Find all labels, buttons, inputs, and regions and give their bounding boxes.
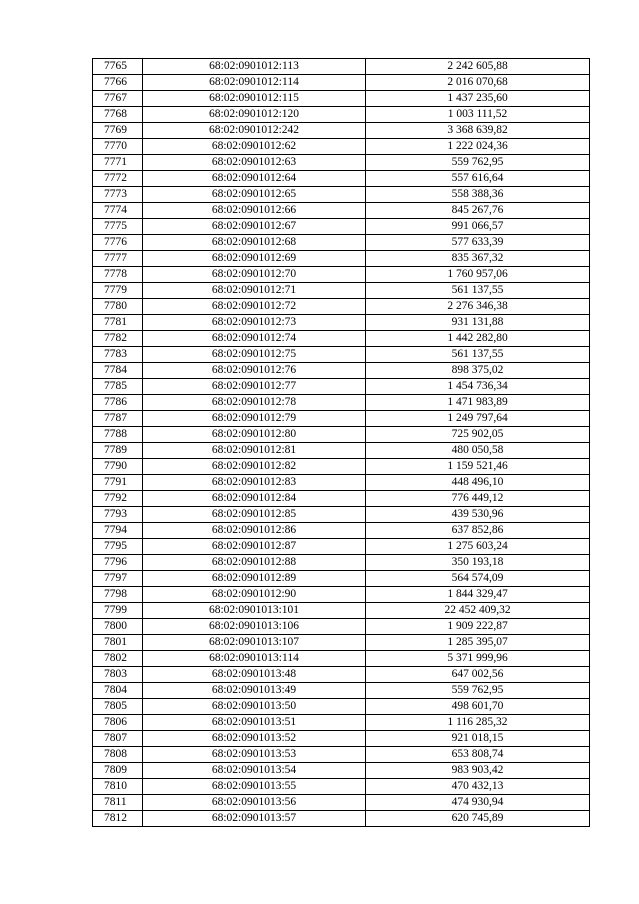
table-row bbox=[93, 715, 590, 731]
cadastral-number-cell: 68:02:0901013:101 bbox=[143, 603, 366, 619]
table-row bbox=[93, 187, 590, 203]
cadastral-number-cell: 68:02:0901012:86 bbox=[143, 523, 366, 539]
row-number-cell: 7787 bbox=[93, 411, 143, 427]
value-cell: 898 375,02 bbox=[366, 363, 590, 379]
cadastral-number-cell: 68:02:0901012:80 bbox=[143, 427, 366, 443]
table-row bbox=[93, 555, 590, 571]
row-number-cell: 7789 bbox=[93, 443, 143, 459]
table-row bbox=[93, 731, 590, 747]
cadastral-number-cell: 68:02:0901012:72 bbox=[143, 299, 366, 315]
value-cell: 2 016 070,68 bbox=[366, 75, 590, 91]
value-cell: 1 003 111,52 bbox=[366, 107, 590, 123]
value-cell: 470 432,13 bbox=[366, 779, 590, 795]
cadastral-number-cell: 68:02:0901012:75 bbox=[143, 347, 366, 363]
row-number-cell: 7797 bbox=[93, 571, 143, 587]
value-cell: 620 745,89 bbox=[366, 811, 590, 827]
cadastral-number-cell: 68:02:0901013:51 bbox=[143, 715, 366, 731]
table-row bbox=[93, 395, 590, 411]
row-number-cell: 7765 bbox=[93, 59, 143, 75]
row-number-cell: 7777 bbox=[93, 251, 143, 267]
cadastral-number-cell: 68:02:0901012:82 bbox=[143, 459, 366, 475]
cadastral-number-cell: 68:02:0901012:74 bbox=[143, 331, 366, 347]
row-number-cell: 7799 bbox=[93, 603, 143, 619]
row-number-cell: 7805 bbox=[93, 699, 143, 715]
row-number-cell: 7807 bbox=[93, 731, 143, 747]
cadastral-number-cell: 68:02:0901012:88 bbox=[143, 555, 366, 571]
row-number-cell: 7776 bbox=[93, 235, 143, 251]
row-number-cell: 7767 bbox=[93, 91, 143, 107]
value-cell: 1 844 329,47 bbox=[366, 587, 590, 603]
row-number-cell: 7800 bbox=[93, 619, 143, 635]
table-row bbox=[93, 315, 590, 331]
cadastral-number-cell: 68:02:0901012:68 bbox=[143, 235, 366, 251]
value-cell: 637 852,86 bbox=[366, 523, 590, 539]
value-cell: 1 760 957,06 bbox=[366, 267, 590, 283]
table-row bbox=[93, 427, 590, 443]
row-number-cell: 7795 bbox=[93, 539, 143, 555]
row-number-cell: 7773 bbox=[93, 187, 143, 203]
value-cell: 653 808,74 bbox=[366, 747, 590, 763]
table-row bbox=[93, 811, 590, 827]
cadastral-number-cell: 68:02:0901013:50 bbox=[143, 699, 366, 715]
row-number-cell: 7780 bbox=[93, 299, 143, 315]
table-row bbox=[93, 267, 590, 283]
cadastral-number-cell: 68:02:0901013:107 bbox=[143, 635, 366, 651]
cadastral-number-cell: 68:02:0901012:115 bbox=[143, 91, 366, 107]
value-cell: 1 437 235,60 bbox=[366, 91, 590, 107]
cadastral-number-cell: 68:02:0901013:56 bbox=[143, 795, 366, 811]
table-row bbox=[93, 603, 590, 619]
table-row bbox=[93, 571, 590, 587]
cadastral-number-cell: 68:02:0901012:77 bbox=[143, 379, 366, 395]
table-row bbox=[93, 635, 590, 651]
value-cell: 439 530,96 bbox=[366, 507, 590, 523]
table-row bbox=[93, 747, 590, 763]
table-row bbox=[93, 779, 590, 795]
table-row bbox=[93, 379, 590, 395]
table-row bbox=[93, 651, 590, 667]
table-row bbox=[93, 667, 590, 683]
row-number-cell: 7785 bbox=[93, 379, 143, 395]
row-number-cell: 7790 bbox=[93, 459, 143, 475]
value-cell: 564 574,09 bbox=[366, 571, 590, 587]
row-number-cell: 7812 bbox=[93, 811, 143, 827]
value-cell: 22 452 409,32 bbox=[366, 603, 590, 619]
table-row bbox=[93, 283, 590, 299]
row-number-cell: 7772 bbox=[93, 171, 143, 187]
value-cell: 1 222 024,36 bbox=[366, 139, 590, 155]
row-number-cell: 7786 bbox=[93, 395, 143, 411]
value-cell: 1 909 222,87 bbox=[366, 619, 590, 635]
table-row bbox=[93, 795, 590, 811]
table-row bbox=[93, 59, 590, 75]
cadastral-number-cell: 68:02:0901012:76 bbox=[143, 363, 366, 379]
row-number-cell: 7792 bbox=[93, 491, 143, 507]
cadastral-number-cell: 68:02:0901012:71 bbox=[143, 283, 366, 299]
cadastral-number-cell: 68:02:0901012:64 bbox=[143, 171, 366, 187]
table-row bbox=[93, 411, 590, 427]
cadastral-number-cell: 68:02:0901013:55 bbox=[143, 779, 366, 795]
cadastral-number-cell: 68:02:0901012:73 bbox=[143, 315, 366, 331]
cadastral-number-cell: 68:02:0901012:78 bbox=[143, 395, 366, 411]
cadastral-number-cell: 68:02:0901013:48 bbox=[143, 667, 366, 683]
row-number-cell: 7802 bbox=[93, 651, 143, 667]
value-cell: 845 267,76 bbox=[366, 203, 590, 219]
value-cell: 921 018,15 bbox=[366, 731, 590, 747]
cadastral-number-cell: 68:02:0901012:66 bbox=[143, 203, 366, 219]
row-number-cell: 7781 bbox=[93, 315, 143, 331]
value-cell: 1 249 797,64 bbox=[366, 411, 590, 427]
cadastral-number-cell: 68:02:0901013:52 bbox=[143, 731, 366, 747]
cadastral-number-cell: 68:02:0901012:89 bbox=[143, 571, 366, 587]
table-row bbox=[93, 507, 590, 523]
cadastral-value-table bbox=[92, 58, 590, 827]
cadastral-number-cell: 68:02:0901012:85 bbox=[143, 507, 366, 523]
value-cell: 983 903,42 bbox=[366, 763, 590, 779]
table-row bbox=[93, 363, 590, 379]
table-body bbox=[93, 59, 590, 827]
value-cell: 480 050,58 bbox=[366, 443, 590, 459]
value-cell: 561 137,55 bbox=[366, 347, 590, 363]
cadastral-number-cell: 68:02:0901012:113 bbox=[143, 59, 366, 75]
cadastral-number-cell: 68:02:0901013:57 bbox=[143, 811, 366, 827]
cadastral-number-cell: 68:02:0901012:79 bbox=[143, 411, 366, 427]
row-number-cell: 7784 bbox=[93, 363, 143, 379]
row-number-cell: 7798 bbox=[93, 587, 143, 603]
table-row bbox=[93, 619, 590, 635]
cadastral-number-cell: 68:02:0901013:106 bbox=[143, 619, 366, 635]
row-number-cell: 7779 bbox=[93, 283, 143, 299]
cadastral-number-cell: 68:02:0901012:67 bbox=[143, 219, 366, 235]
row-number-cell: 7809 bbox=[93, 763, 143, 779]
value-cell: 561 137,55 bbox=[366, 283, 590, 299]
value-cell: 5 371 999,96 bbox=[366, 651, 590, 667]
value-cell: 776 449,12 bbox=[366, 491, 590, 507]
value-cell: 448 496,10 bbox=[366, 475, 590, 491]
row-number-cell: 7775 bbox=[93, 219, 143, 235]
table-row bbox=[93, 539, 590, 555]
cadastral-number-cell: 68:02:0901012:87 bbox=[143, 539, 366, 555]
row-number-cell: 7803 bbox=[93, 667, 143, 683]
table-row bbox=[93, 171, 590, 187]
row-number-cell: 7771 bbox=[93, 155, 143, 171]
table-row bbox=[93, 491, 590, 507]
value-cell: 474 930,94 bbox=[366, 795, 590, 811]
value-cell: 1 442 282,80 bbox=[366, 331, 590, 347]
row-number-cell: 7794 bbox=[93, 523, 143, 539]
value-cell: 991 066,57 bbox=[366, 219, 590, 235]
cadastral-number-cell: 68:02:0901013:114 bbox=[143, 651, 366, 667]
table-row bbox=[93, 587, 590, 603]
cadastral-number-cell: 68:02:0901012:83 bbox=[143, 475, 366, 491]
cadastral-number-cell: 68:02:0901013:49 bbox=[143, 683, 366, 699]
table-row bbox=[93, 91, 590, 107]
row-number-cell: 7774 bbox=[93, 203, 143, 219]
table-row bbox=[93, 523, 590, 539]
cadastral-number-cell: 68:02:0901012:62 bbox=[143, 139, 366, 155]
row-number-cell: 7811 bbox=[93, 795, 143, 811]
cadastral-number-cell: 68:02:0901012:70 bbox=[143, 267, 366, 283]
table-row bbox=[93, 219, 590, 235]
row-number-cell: 7806 bbox=[93, 715, 143, 731]
table-row bbox=[93, 331, 590, 347]
value-cell: 498 601,70 bbox=[366, 699, 590, 715]
table-row bbox=[93, 107, 590, 123]
cadastral-number-cell: 68:02:0901012:81 bbox=[143, 443, 366, 459]
row-number-cell: 7808 bbox=[93, 747, 143, 763]
value-cell: 557 616,64 bbox=[366, 171, 590, 187]
table-row bbox=[93, 251, 590, 267]
value-cell: 1 116 285,32 bbox=[366, 715, 590, 731]
row-number-cell: 7770 bbox=[93, 139, 143, 155]
row-number-cell: 7793 bbox=[93, 507, 143, 523]
row-number-cell: 7801 bbox=[93, 635, 143, 651]
value-cell: 1 285 395,07 bbox=[366, 635, 590, 651]
value-cell: 2 276 346,38 bbox=[366, 299, 590, 315]
table-row bbox=[93, 699, 590, 715]
cadastral-number-cell: 68:02:0901013:53 bbox=[143, 747, 366, 763]
row-number-cell: 7788 bbox=[93, 427, 143, 443]
value-cell: 835 367,32 bbox=[366, 251, 590, 267]
row-number-cell: 7796 bbox=[93, 555, 143, 571]
value-cell: 559 762,95 bbox=[366, 155, 590, 171]
value-cell: 577 633,39 bbox=[366, 235, 590, 251]
value-cell: 558 388,36 bbox=[366, 187, 590, 203]
table-row bbox=[93, 235, 590, 251]
row-number-cell: 7769 bbox=[93, 123, 143, 139]
table-row bbox=[93, 475, 590, 491]
value-cell: 2 242 605,88 bbox=[366, 59, 590, 75]
value-cell: 931 131,88 bbox=[366, 315, 590, 331]
value-cell: 1 275 603,24 bbox=[366, 539, 590, 555]
cadastral-number-cell: 68:02:0901012:63 bbox=[143, 155, 366, 171]
cadastral-number-cell: 68:02:0901013:54 bbox=[143, 763, 366, 779]
table-row bbox=[93, 763, 590, 779]
row-number-cell: 7791 bbox=[93, 475, 143, 491]
cadastral-number-cell: 68:02:0901012:69 bbox=[143, 251, 366, 267]
table-row bbox=[93, 75, 590, 91]
row-number-cell: 7804 bbox=[93, 683, 143, 699]
table-row bbox=[93, 683, 590, 699]
table-row bbox=[93, 203, 590, 219]
row-number-cell: 7782 bbox=[93, 331, 143, 347]
value-cell: 725 902,05 bbox=[366, 427, 590, 443]
cadastral-number-cell: 68:02:0901012:114 bbox=[143, 75, 366, 91]
row-number-cell: 7783 bbox=[93, 347, 143, 363]
cadastral-number-cell: 68:02:0901012:65 bbox=[143, 187, 366, 203]
value-cell: 1 454 736,34 bbox=[366, 379, 590, 395]
value-cell: 1 159 521,46 bbox=[366, 459, 590, 475]
value-cell: 3 368 639,82 bbox=[366, 123, 590, 139]
value-cell: 647 002,56 bbox=[366, 667, 590, 683]
cadastral-number-cell: 68:02:0901012:242 bbox=[143, 123, 366, 139]
row-number-cell: 7778 bbox=[93, 267, 143, 283]
value-cell: 559 762,95 bbox=[366, 683, 590, 699]
row-number-cell: 7768 bbox=[93, 107, 143, 123]
table-row bbox=[93, 123, 590, 139]
table-row bbox=[93, 299, 590, 315]
table-row bbox=[93, 155, 590, 171]
cadastral-number-cell: 68:02:0901012:120 bbox=[143, 107, 366, 123]
table-row bbox=[93, 139, 590, 155]
row-number-cell: 7810 bbox=[93, 779, 143, 795]
value-cell: 1 471 983,89 bbox=[366, 395, 590, 411]
table-row bbox=[93, 347, 590, 363]
row-number-cell: 7766 bbox=[93, 75, 143, 91]
table-row bbox=[93, 459, 590, 475]
cadastral-number-cell: 68:02:0901012:84 bbox=[143, 491, 366, 507]
value-cell: 350 193,18 bbox=[366, 555, 590, 571]
cadastral-number-cell: 68:02:0901012:90 bbox=[143, 587, 366, 603]
table-row bbox=[93, 443, 590, 459]
